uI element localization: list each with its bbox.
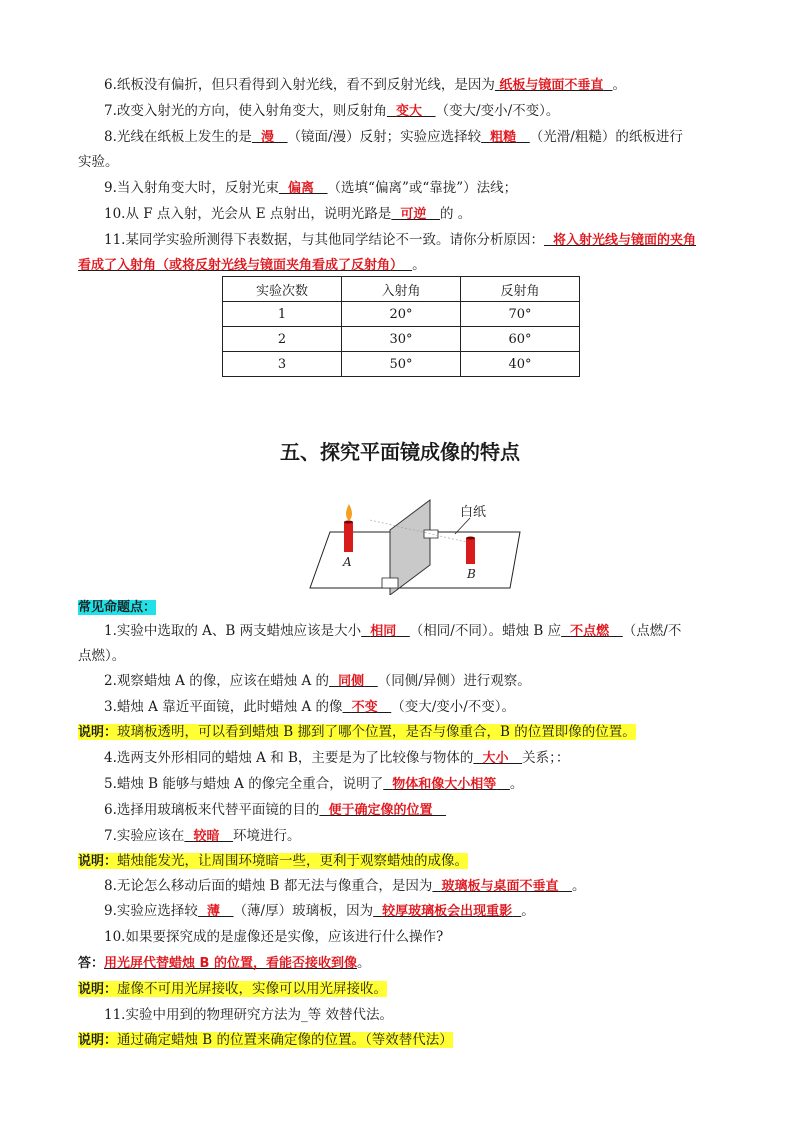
question-text: （选填“偏离”或“靠拢”）法线； bbox=[327, 180, 518, 196]
answer: 纸板与镜面不垂直 bbox=[499, 78, 604, 93]
answer: 用光屏代替蜡烛 B 的位置，看能否接收到像 bbox=[104, 956, 357, 971]
answer: 看成了入射角（或将反射光线与镜面夹角看成了反射角） bbox=[78, 258, 404, 273]
question-text: 8.光线在纸板上发生的是 bbox=[104, 129, 252, 145]
question-text: （薄/厚）玻璃板，因为 bbox=[233, 903, 374, 919]
table-cell: 1 bbox=[223, 302, 342, 327]
question-text: （光滑/粗糙）的纸板进行 bbox=[529, 129, 683, 145]
answer: 将入射光线与镜面的夹角 bbox=[553, 233, 697, 248]
answer: 粗糙 bbox=[490, 130, 517, 145]
section-title: 五、探究平面镜成像的特点 bbox=[280, 440, 520, 464]
answer: 可逆 bbox=[400, 207, 427, 222]
question-10 bbox=[104, 203, 730, 226]
table-cell: 30° bbox=[342, 327, 461, 352]
note-3 bbox=[78, 978, 730, 1001]
table-cell: 50° bbox=[342, 352, 461, 377]
question-b8 bbox=[104, 875, 730, 898]
table-header-row bbox=[223, 277, 580, 302]
question-text: 8.无论怎么移动后面的蜡烛 B 都无法与像重合，是因为 bbox=[104, 878, 433, 894]
support-block bbox=[382, 578, 398, 588]
question-text: （相同/不同）。蜡烛 B 应 bbox=[409, 623, 562, 639]
note-highlight: 说明：玻璃板透明，可以看到蜡烛 B 挪到了哪个位置，是否与像重合，B 的位置即像的位置。 bbox=[78, 724, 636, 740]
question-text: 11.某同学实验所测得下表数据，与其他同学结论不一致。请你分析原因： bbox=[104, 232, 544, 248]
question-text: 3.蜡烛 A 靠近平面镜，此时蜡烛 A 的像 bbox=[104, 699, 343, 715]
question-text: 。 bbox=[572, 878, 586, 894]
question-text: 环境进行。 bbox=[233, 828, 301, 844]
question-text: 2.观察蜡烛 A 的像，应该在蜡烛 A 的 bbox=[104, 673, 330, 689]
candle-b bbox=[466, 538, 475, 564]
question-b2 bbox=[104, 670, 730, 693]
heading-label: 常见命题点： bbox=[78, 600, 157, 615]
question-text: 。 bbox=[521, 903, 535, 919]
table-cell: 60° bbox=[461, 327, 580, 352]
answer: 相同 bbox=[370, 624, 397, 639]
question-text: （镜面/漫）反射；实验应选择较 bbox=[287, 129, 482, 145]
question-text: 。 bbox=[612, 77, 626, 93]
answer: 便于确定像的位置 bbox=[328, 803, 433, 818]
note-4 bbox=[78, 1029, 730, 1052]
question-9 bbox=[104, 177, 730, 200]
question-b1 bbox=[104, 620, 730, 643]
answer: 同侧 bbox=[338, 674, 365, 689]
answer: 薄 bbox=[206, 904, 220, 919]
question-b10: 10.如果要探究成的是虚像还是实像，应该进行什么操作? bbox=[104, 929, 444, 945]
table-cell: 70° bbox=[461, 302, 580, 327]
note-highlight: 说明：通过确定蜡烛 B 的位置来确定像的位置。（等效替代法） bbox=[78, 1032, 453, 1048]
question-text: （变大/变小/不变）。 bbox=[435, 103, 560, 119]
question-text: （变大/变小/不变）。 bbox=[391, 699, 516, 715]
question-11-cont bbox=[78, 254, 730, 277]
question-text: 1.实验中选取的 A、B 两支蜡烛应该是大小 bbox=[104, 623, 362, 639]
table-header: 实验次数 bbox=[223, 277, 342, 302]
question-b1-cont: 点燃）。 bbox=[78, 648, 126, 664]
table-cell: 40° bbox=[461, 352, 580, 377]
answer: 偏离 bbox=[287, 181, 314, 196]
question-b7 bbox=[104, 825, 730, 848]
table-row bbox=[223, 352, 580, 377]
answer-b10 bbox=[78, 952, 730, 975]
answer: 不变 bbox=[351, 700, 378, 715]
question-text: 的 。 bbox=[440, 206, 472, 222]
question-8 bbox=[104, 126, 730, 149]
answer: 不点燃 bbox=[570, 624, 610, 639]
answer: 较暗 bbox=[193, 829, 220, 844]
question-text: （点燃/不 bbox=[622, 623, 682, 639]
question-text: 9.实验应选择较 bbox=[104, 903, 198, 919]
note-2 bbox=[78, 850, 730, 873]
question-b11: 11.实验中用到的物理研究方法为_等 效替代法。 bbox=[104, 1007, 394, 1023]
question-6 bbox=[104, 74, 730, 97]
label-white-paper: 白纸 bbox=[460, 505, 487, 520]
data-table bbox=[222, 276, 580, 377]
question-text: 7.实验应该在 bbox=[104, 828, 185, 844]
table-header: 入射角 bbox=[342, 277, 461, 302]
question-text: 关系；： bbox=[522, 750, 570, 766]
question-text: 9.当入射角变大时，反射光束 bbox=[104, 180, 279, 196]
question-text: 6.选择用玻璃板来代替平面镜的目的 bbox=[104, 802, 320, 818]
question-text: 。 bbox=[356, 955, 371, 971]
question-11 bbox=[104, 229, 730, 252]
common-points-heading bbox=[78, 596, 730, 619]
table-cell: 20° bbox=[342, 302, 461, 327]
answer: 物体和像大小相等 bbox=[392, 777, 497, 792]
table-header: 反射角 bbox=[461, 277, 580, 302]
label-b: B bbox=[467, 567, 476, 581]
answer-label: 答： bbox=[78, 956, 105, 971]
candle-a bbox=[344, 522, 353, 552]
mirror-experiment-figure bbox=[300, 490, 530, 595]
label-a: A bbox=[343, 555, 352, 569]
question-text: 6.纸板没有偏折，但只看得到入射光线，看不到反射光线，是因为 bbox=[104, 77, 495, 93]
question-b9 bbox=[104, 900, 730, 923]
question-text: 5.蜡烛 B 能够与蜡烛 A 的像完全重合，说明了 bbox=[104, 776, 384, 792]
question-b3 bbox=[104, 696, 730, 719]
question-text: 7.改变入射光的方向，使入射角变大，则反射角 bbox=[104, 103, 387, 119]
question-text: （同侧/异侧）进行观察。 bbox=[377, 673, 531, 689]
answer: 玻璃板与桌面不垂直 bbox=[441, 879, 559, 894]
question-8-cont: 实验。 bbox=[78, 154, 119, 170]
flame-icon bbox=[346, 504, 352, 520]
note-highlight: 说明：蜡烛能发光，让周围环境暗一些，更利于观察蜡烛的成像。 bbox=[78, 853, 469, 869]
table-row bbox=[223, 302, 580, 327]
table-cell: 3 bbox=[223, 352, 342, 377]
answer: 较厚玻璃板会出现重影 bbox=[382, 904, 513, 919]
question-b5 bbox=[104, 773, 730, 796]
answer: 变大 bbox=[395, 104, 422, 119]
question-text: 4.选两支外形相同的蜡烛 A 和 B，主要是为了比较像与物体的 bbox=[104, 750, 474, 766]
support-block bbox=[424, 530, 438, 538]
question-text: 10.从 F 点入射，光会从 E 点射出，说明光路是 bbox=[104, 206, 392, 222]
answer: 大小 bbox=[482, 751, 509, 766]
note-1 bbox=[78, 721, 730, 744]
question-b6 bbox=[104, 799, 730, 822]
table-cell: 2 bbox=[223, 327, 342, 352]
question-7 bbox=[104, 100, 730, 123]
answer: 漫 bbox=[260, 130, 274, 145]
note-highlight: 说明：虚像不可用光屏接收，实像可以用光屏接收。 bbox=[78, 981, 388, 997]
question-text: 。 bbox=[412, 257, 426, 273]
question-text: 。 bbox=[509, 776, 524, 792]
question-b4 bbox=[104, 747, 730, 770]
table-row bbox=[223, 327, 580, 352]
